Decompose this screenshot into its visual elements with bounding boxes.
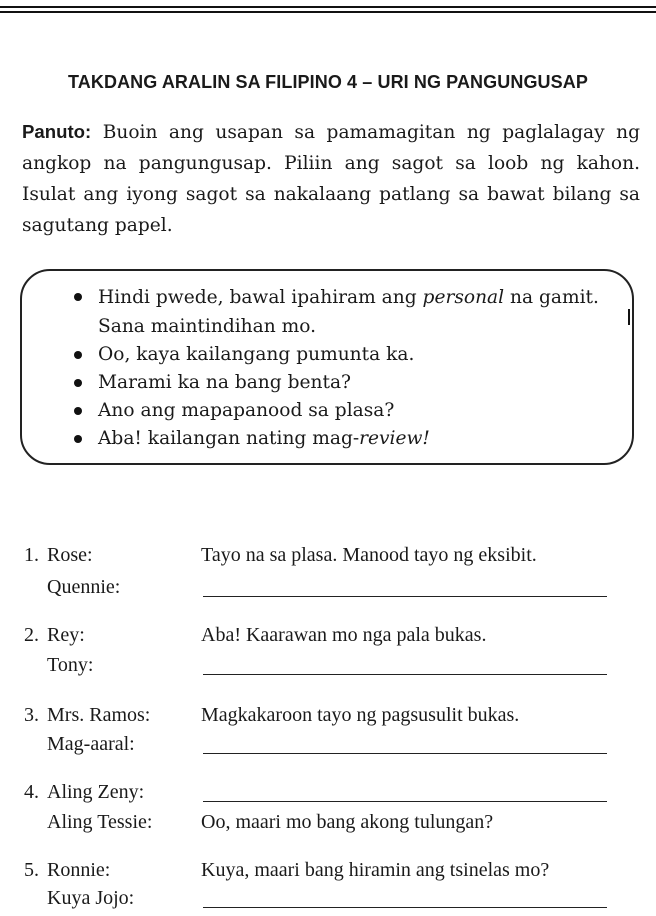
choice-text: Marami ka na bang benta? <box>98 372 352 393</box>
speaker-name: Kuya Jojo: <box>47 887 135 909</box>
dialogue-row <box>0 733 656 759</box>
item-number: 1. <box>24 544 39 566</box>
dialogue-row <box>0 576 656 602</box>
speaker-name: Mag-aaral: <box>47 733 135 755</box>
answer-blank[interactable] <box>203 674 607 675</box>
speaker-name: Ronnie: <box>47 859 111 881</box>
dialogue-row <box>0 624 656 650</box>
page-title: TAKDANG ARALIN SA FILIPINO 4 – URI NG PANGUNGUSAP <box>68 72 588 92</box>
directions-label: Panuto: <box>22 121 92 142</box>
answer-blank[interactable] <box>203 907 607 908</box>
choice-text: Oo, kaya kailangang pumunta ka. <box>98 344 415 365</box>
choice-emphasis: review! <box>359 428 430 449</box>
item-number: 3. <box>24 704 39 726</box>
speaker-name: Mrs. Ramos: <box>47 704 151 726</box>
answer-blank[interactable] <box>203 753 607 754</box>
item-number: 4. <box>24 781 39 803</box>
directions-text: Buoin ang usapan sa pamamagitan ng paglalagay ng angkop na pangungusap. Piliin ang sagot sa loob ng kahon. Isulat ang iyong sagot sa nakalaang patlang sa bawat bilang sa sagutang papel. <box>22 122 640 236</box>
choice-emphasis: personal <box>422 287 505 308</box>
choice-text: Hindi pwede, bawal ipahiram ang <box>98 287 423 308</box>
dialogue-row <box>0 811 656 837</box>
item-number: 5. <box>24 859 39 881</box>
choice-text: Aba! kailangan nating mag- <box>98 428 360 449</box>
dialogue-row <box>0 544 656 570</box>
dialogue-line: Kuya, maari bang hiramin ang tsinelas mo? <box>201 859 550 881</box>
item-number: 2. <box>24 624 39 646</box>
speaker-name: Rey: <box>47 624 85 646</box>
speaker-name: Tony: <box>47 654 94 676</box>
dialogue-row <box>0 781 656 807</box>
answer-blank[interactable] <box>203 596 607 597</box>
choice-text-end: na gamit. Sana maintindihan mo. <box>98 287 599 337</box>
dialogue-line: Oo, maari mo bang akong tulungan? <box>201 811 494 833</box>
dialogue-row <box>0 704 656 730</box>
dialogue-row <box>0 654 656 680</box>
dialogue-line: Aba! Kaarawan mo nga pala bukas. <box>201 624 487 646</box>
answer-blank[interactable] <box>203 801 607 802</box>
speaker-name: Quennie: <box>47 576 121 598</box>
dialogue-row <box>0 859 656 885</box>
dialogue-line: Tayo na sa plasa. Manood tayo ng eksibit. <box>201 544 537 566</box>
speaker-name: Aling Zeny: <box>47 781 145 803</box>
speaker-name: Rose: <box>47 544 93 566</box>
dialogue-row <box>0 887 656 913</box>
speaker-name: Aling Tessie: <box>47 811 153 833</box>
choice-text: Ano ang mapapanood sa plasa? <box>98 400 395 421</box>
dialogue-line: Magkakaroon tayo ng pagsusulit bukas. <box>201 704 520 726</box>
